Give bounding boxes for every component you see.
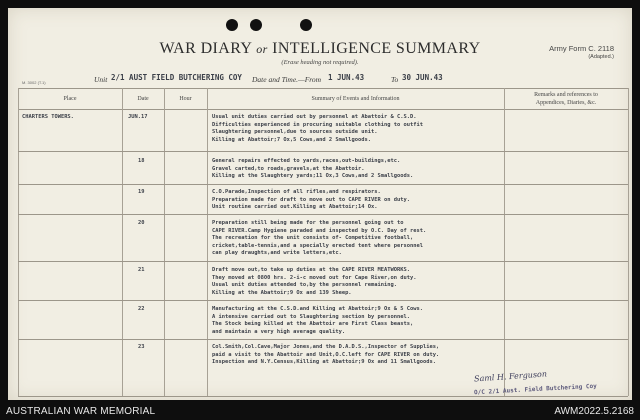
date-to-label: To bbox=[391, 75, 399, 84]
unit-label: Unit bbox=[94, 75, 108, 84]
column-rule bbox=[18, 88, 19, 396]
archive-reference: AWM2022.5.2168 bbox=[554, 406, 634, 417]
entry-summary: Col.Smith,Col.Cave,Major Jones,and the D.A.D.S.,Inspector of Supplies, paid a visit to the Abattoir and Unit,O.C.left for CAPE RIVER on duty. Inspection and N.Y.Census,Killing at Abattoir;9 Ox and 11 Smallgoods. bbox=[212, 344, 440, 366]
entry-date: 19 bbox=[138, 189, 145, 195]
table-top-rule bbox=[18, 88, 628, 89]
row-rule bbox=[18, 300, 628, 301]
entry-date: 21 bbox=[138, 267, 145, 273]
row-rule bbox=[18, 151, 628, 152]
header-bottom-rule bbox=[18, 109, 628, 110]
unit-value: 2/1 AUST FIELD BUTCHERING COY bbox=[111, 73, 242, 82]
date-from: 1 JUN.43 bbox=[328, 73, 365, 82]
punch-hole bbox=[250, 19, 262, 31]
column-header-hour: Hour bbox=[179, 96, 192, 102]
row-rule bbox=[18, 339, 628, 340]
entry-summary: Manufacturing at the C.S.D.and Killing at Abattoir;9 Ox & 5 Cows. A intensive carried out to Slaughtering section by personnel. The Stock being killed at the Abattoir are First Class beasts, and maintain a very high average quality. bbox=[212, 306, 423, 335]
entry-summary: Usual unit duties carried out by personnel at Abattoir & C.S.D. Difficulties experienced in procuring suitable clothing to outfit Slaughtering personnel,due to sources outside unit. Killing at Abattoir;7 Ox,5 Cows,and 2 Smallgoods. bbox=[212, 114, 423, 143]
entry-date: 22 bbox=[138, 306, 145, 312]
column-rule bbox=[504, 88, 505, 396]
entry-summary: C.O.Parade,Inspection of all rifles,and respirators. Preparation made for draft to move out to CAPE RIVER on duty. Unit routine carried out.Killing at Abattoir;14 Ox. bbox=[212, 189, 410, 211]
entry-date: 20 bbox=[138, 220, 145, 226]
punch-hole bbox=[226, 19, 238, 31]
row-rule bbox=[18, 261, 628, 262]
form-title bbox=[8, 40, 632, 58]
war-diary-sheet bbox=[8, 8, 632, 400]
column-rule bbox=[164, 88, 165, 396]
title-or: or bbox=[256, 42, 268, 56]
archive-credit: AUSTRALIAN WAR MEMORIAL bbox=[6, 406, 156, 417]
column-rule bbox=[207, 88, 208, 396]
entry-date: 18 bbox=[138, 158, 145, 164]
entry-summary: General repairs effected to yards,races,out-buildings,etc. Gravel carted,to roads,gravels,at the Abattoir. Killing at the Slaughtery yards;11 Ox,3 Cows,and 2 Smallgoods. bbox=[212, 158, 414, 180]
table-bottom-rule bbox=[18, 396, 628, 397]
title-intelligence-summary: INTELLIGENCE SUMMARY bbox=[272, 40, 481, 57]
entry-date: JUN.17 bbox=[128, 114, 148, 120]
column-header-remarks bbox=[504, 92, 628, 107]
entry-summary: Draft move out,to take up duties at the CAPE RIVER MEATWORKS. They moved at 0800 hrs. 2-i-c moved out for Cape River,on duty. Usual unit duties attended to,by the personnel remaining. Killing at the Abattoir;9 Ox and 139 Sheep. bbox=[212, 267, 417, 296]
column-header-place: Place bbox=[63, 96, 77, 102]
title-note: (Erase heading not required). bbox=[281, 59, 359, 66]
column-rule bbox=[122, 88, 123, 396]
remarks-header-line: Appendices, Diaries, &c. bbox=[535, 99, 597, 106]
row-rule bbox=[18, 214, 628, 215]
entry-summary: Preparation still being made for the personnel going out to CAPE RIVER.Camp Hygiene paraded and inspected by O.C. Day of rest. The recreation for the unit consists of- Competitive football, cricket,table-tennis,and a specially erected tent where personnel can play draughts,and write letters,etc. bbox=[212, 220, 427, 257]
entry-place: CHARTERS TOWERS. bbox=[22, 114, 74, 120]
army-form-number bbox=[549, 45, 614, 60]
army-form-line: Army Form C. 2118 bbox=[549, 44, 614, 53]
unit-stamp: O/C 2/1 Aust. Field Butchering Coy bbox=[473, 382, 597, 397]
date-label: Date and Time.—From bbox=[252, 75, 322, 84]
remarks-header-line: Remarks and references to bbox=[534, 92, 598, 98]
army-form-adapted: (Adapted.) bbox=[588, 53, 614, 60]
officer-signature: Saml H. Ferguson bbox=[473, 369, 548, 384]
column-header-summary: Summary of Events and Information bbox=[311, 96, 400, 102]
column-rule bbox=[628, 88, 629, 396]
title-war-diary: WAR DIARY bbox=[159, 40, 252, 57]
entry-date: 23 bbox=[138, 344, 145, 350]
form-code: M. 3002 (T.1) bbox=[22, 80, 46, 85]
row-rule bbox=[18, 184, 628, 185]
punch-hole bbox=[300, 19, 312, 31]
column-header-date: Date bbox=[137, 96, 149, 102]
date-to: 30 JUN.43 bbox=[402, 73, 443, 82]
